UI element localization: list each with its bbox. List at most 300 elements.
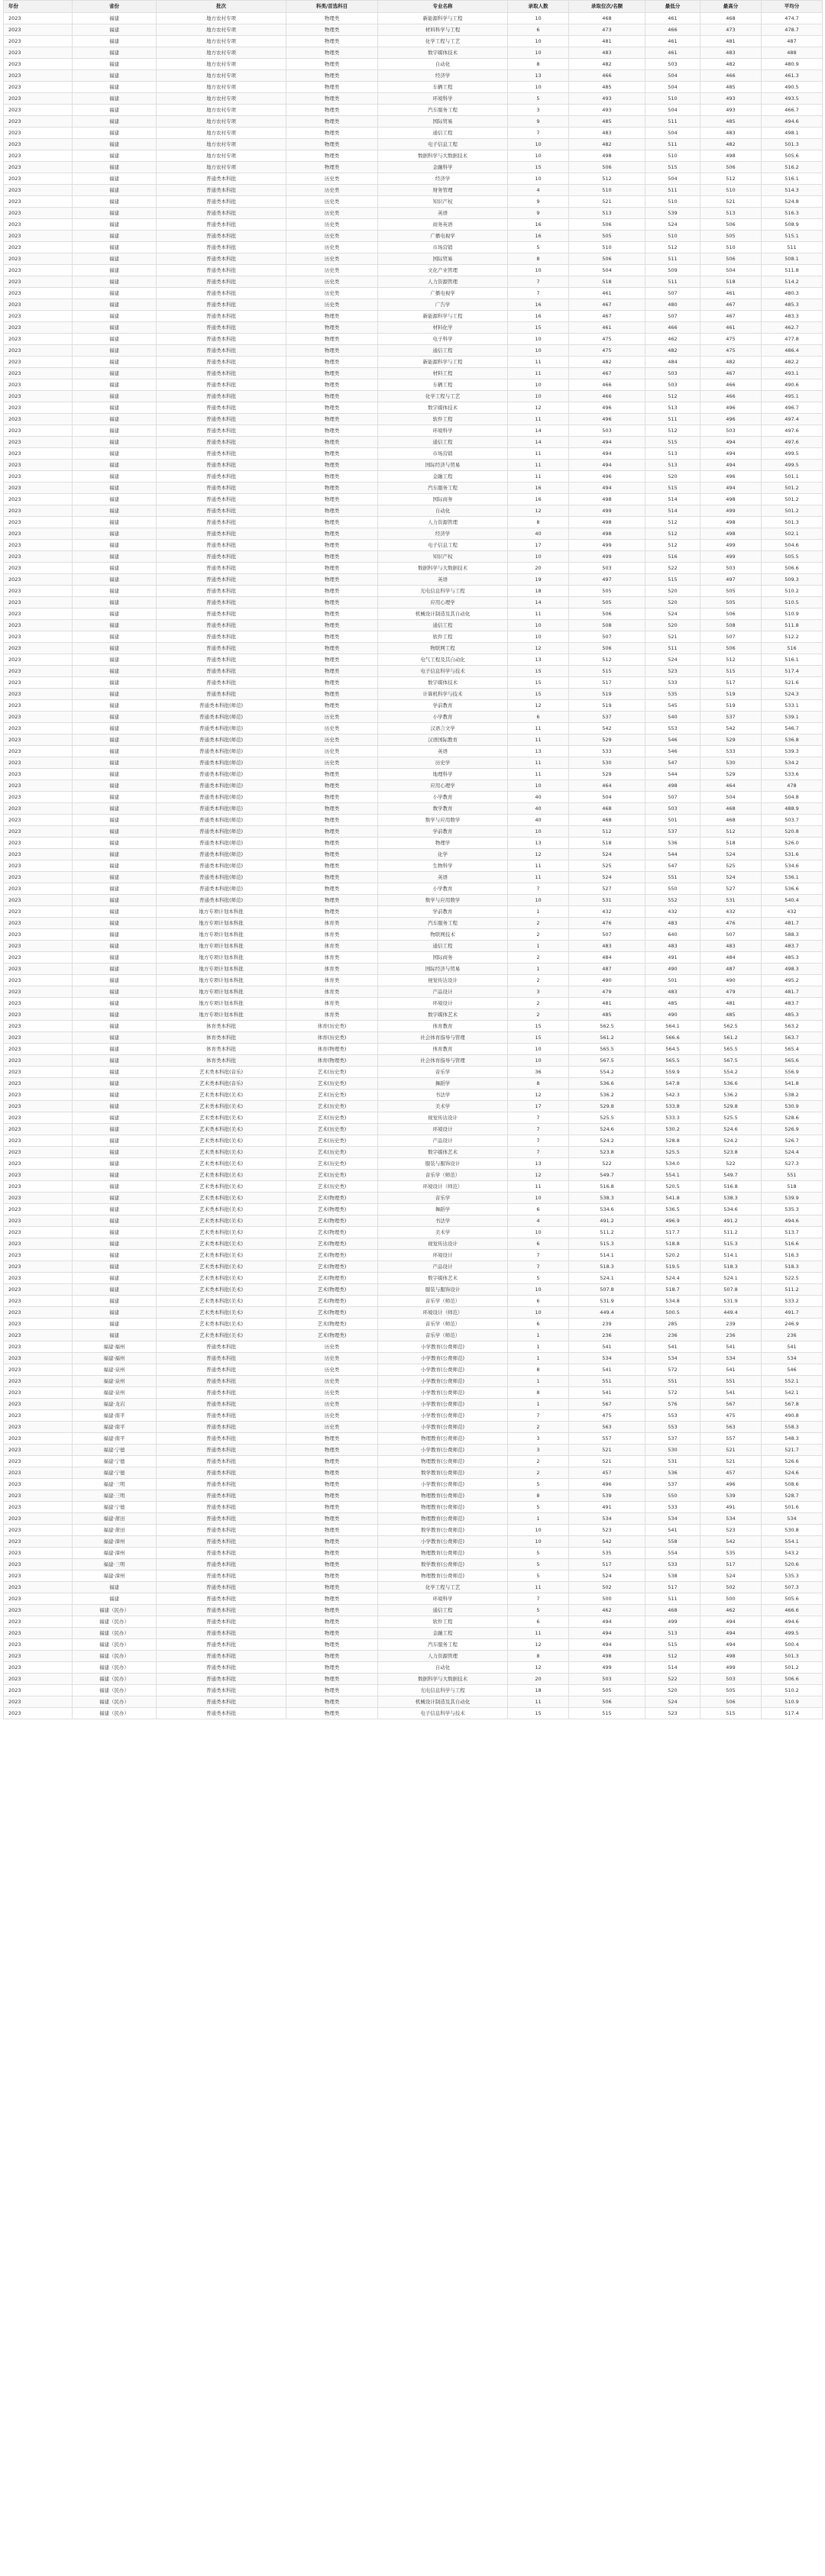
table-row <box>4 1605 823 1616</box>
batch-cell: 普通类本科批(师范) <box>157 826 286 838</box>
province-cell: 福建 <box>73 1158 157 1170</box>
rank-cell: 523.8 <box>569 1147 645 1158</box>
max-score-cell: 494 <box>700 1628 762 1639</box>
year-cell: 2023 <box>4 998 73 1009</box>
table-row <box>4 838 823 849</box>
admitted-count-cell: 10 <box>508 379 569 391</box>
max-score-cell: 530 <box>700 757 762 769</box>
province-cell: 福建（民办） <box>73 1708 157 1719</box>
batch-cell: 艺术类本科批(美术) <box>157 1170 286 1181</box>
admitted-count-cell: 13 <box>508 838 569 849</box>
major-cell: 美术学 <box>378 1101 508 1112</box>
admitted-count-cell: 5 <box>508 1559 569 1570</box>
table-row <box>4 872 823 883</box>
table-row <box>4 860 823 872</box>
major-cell: 音乐学（师范） <box>378 1330 508 1341</box>
subject-type-cell: 历史类 <box>286 712 378 723</box>
batch-cell: 地方专项计划本科批 <box>157 929 286 941</box>
subject-type-cell: 物理类 <box>286 1490 378 1502</box>
avg-score-cell: 501.6 <box>762 1502 823 1513</box>
batch-cell: 体育类本科批 <box>157 1044 286 1055</box>
province-cell: 福建 <box>73 757 157 769</box>
subject-type-cell: 物理类 <box>286 586 378 597</box>
rank-cell: 561.2 <box>569 1032 645 1044</box>
year-cell: 2023 <box>4 47 73 59</box>
min-score-cell: 565.5 <box>645 1055 700 1067</box>
rank-cell: 507 <box>569 929 645 941</box>
admitted-count-cell: 15 <box>508 322 569 334</box>
province-cell: 福建 <box>73 311 157 322</box>
column-header-admitted-count: 录取人数 <box>508 1 569 13</box>
min-score-cell: 576 <box>645 1399 700 1410</box>
table-row <box>4 1502 823 1513</box>
rank-cell: 554.2 <box>569 1067 645 1078</box>
major-cell: 化学工程与工艺 <box>378 391 508 402</box>
batch-cell: 普通类本科批(师范) <box>157 700 286 712</box>
major-cell: 市场营销 <box>378 448 508 460</box>
rank-cell: 541 <box>569 1364 645 1376</box>
province-cell: 福建 <box>73 895 157 906</box>
year-cell: 2023 <box>4 368 73 379</box>
table-row <box>4 1307 823 1319</box>
province-cell: 福建 <box>73 1021 157 1032</box>
province-cell: 福建（民办） <box>73 1696 157 1708</box>
min-score-cell: 536.5 <box>645 1204 700 1215</box>
table-row <box>4 448 823 460</box>
admitted-count-cell: 2 <box>508 998 569 1009</box>
batch-cell: 艺术类本科批(美术) <box>157 1227 286 1238</box>
batch-cell: 艺术类本科批(美术) <box>157 1101 286 1112</box>
subject-type-cell: 物理类 <box>286 563 378 574</box>
avg-score-cell: 499.5 <box>762 448 823 460</box>
min-score-cell: 536 <box>645 1467 700 1479</box>
major-cell: 环境科学 <box>378 1593 508 1605</box>
rank-cell: 562.5 <box>569 1021 645 1032</box>
province-cell: 福建·莆田 <box>73 1525 157 1536</box>
max-score-cell: 525.5 <box>700 1112 762 1124</box>
admitted-count-cell: 5 <box>508 1502 569 1513</box>
avg-score-cell: 526.6 <box>762 1456 823 1467</box>
max-score-cell: 521 <box>700 1445 762 1456</box>
avg-score-cell: 521.6 <box>762 677 823 689</box>
subject-type-cell: 历史类 <box>286 208 378 219</box>
rank-cell: 494 <box>569 448 645 460</box>
rank-cell: 485 <box>569 82 645 93</box>
max-score-cell: 519 <box>700 700 762 712</box>
avg-score-cell: 542.1 <box>762 1387 823 1399</box>
rank-cell: 524.2 <box>569 1135 645 1147</box>
min-score-cell: 462 <box>645 334 700 345</box>
batch-cell: 普通类本科批 <box>157 219 286 231</box>
batch-cell: 普通类本科批(师范) <box>157 803 286 815</box>
major-cell: 美术学 <box>378 1227 508 1238</box>
min-score-cell: 511 <box>645 643 700 654</box>
subject-type-cell: 艺术(物理类) <box>286 1330 378 1341</box>
avg-score-cell: 504.6 <box>762 540 823 551</box>
min-score-cell: 541 <box>645 1341 700 1353</box>
year-cell: 2023 <box>4 139 73 150</box>
rank-cell: 524 <box>569 1570 645 1582</box>
max-score-cell: 514.1 <box>700 1250 762 1261</box>
batch-cell: 体育类本科批 <box>157 1055 286 1067</box>
major-cell: 历史学 <box>378 757 508 769</box>
table-row <box>4 1250 823 1261</box>
max-score-cell: 475 <box>700 1410 762 1422</box>
table-row <box>4 769 823 780</box>
rank-cell: 557 <box>569 1433 645 1445</box>
avg-score-cell: 493.1 <box>762 368 823 379</box>
admitted-count-cell: 7 <box>508 288 569 299</box>
max-score-cell: 236 <box>700 1330 762 1341</box>
max-score-cell: 517 <box>700 1559 762 1570</box>
subject-type-cell: 物理类 <box>286 139 378 150</box>
major-cell: 服装与服饰设计 <box>378 1284 508 1296</box>
avg-score-cell: 516.2 <box>762 162 823 173</box>
batch-cell: 普通类本科批 <box>157 494 286 505</box>
rank-cell: 468 <box>569 13 645 24</box>
major-cell: 社会体育指导与管理 <box>378 1032 508 1044</box>
year-cell: 2023 <box>4 1593 73 1605</box>
rank-cell: 567.5 <box>569 1055 645 1067</box>
subject-type-cell: 物理类 <box>286 895 378 906</box>
major-cell: 视觉传达设计 <box>378 1112 508 1124</box>
avg-score-cell: 490.6 <box>762 379 823 391</box>
province-cell: 福建 <box>73 368 157 379</box>
table-row <box>4 815 823 826</box>
major-cell: 自动化 <box>378 59 508 70</box>
avg-score-cell: 534 <box>762 1513 823 1525</box>
table-row <box>4 780 823 792</box>
table-row <box>4 1559 823 1570</box>
subject-type-cell: 物理类 <box>286 528 378 540</box>
major-cell: 通信工程 <box>378 620 508 631</box>
admitted-count-cell: 11 <box>508 448 569 460</box>
subject-type-cell: 物理类 <box>286 82 378 93</box>
avg-score-cell: 518 <box>762 1181 823 1193</box>
max-score-cell: 524 <box>700 1570 762 1582</box>
province-cell: 福建 <box>73 36 157 47</box>
table-row <box>4 528 823 540</box>
min-score-cell: 537 <box>645 1433 700 1445</box>
avg-score-cell: 516.1 <box>762 173 823 185</box>
batch-cell: 艺术类本科批(美术) <box>157 1238 286 1250</box>
admitted-count-cell: 7 <box>508 1147 569 1158</box>
min-score-cell: 572 <box>645 1364 700 1376</box>
admitted-count-cell: 10 <box>508 1193 569 1204</box>
table-row <box>4 1376 823 1387</box>
batch-cell: 地方农村专项 <box>157 13 286 24</box>
major-cell: 化学工程与工艺 <box>378 36 508 47</box>
major-cell: 物联网技术 <box>378 929 508 941</box>
batch-cell: 普通类本科批 <box>157 1570 286 1582</box>
min-score-cell: 520 <box>645 620 700 631</box>
max-score-cell: 506 <box>700 608 762 620</box>
major-cell: 数学与应用数学 <box>378 815 508 826</box>
major-cell: 小学教育(公费师范) <box>378 1479 508 1490</box>
table-row <box>4 345 823 357</box>
table-row <box>4 723 823 734</box>
subject-type-cell: 艺术(历史类) <box>286 1124 378 1135</box>
year-cell: 2023 <box>4 322 73 334</box>
table-row <box>4 540 823 551</box>
admitted-count-cell: 12 <box>508 849 569 860</box>
subject-type-cell: 艺术(物理类) <box>286 1227 378 1238</box>
max-score-cell: 518 <box>700 838 762 849</box>
rank-cell: 497 <box>569 574 645 586</box>
province-cell: 福建 <box>73 780 157 792</box>
rank-cell: 496 <box>569 471 645 483</box>
year-cell: 2023 <box>4 437 73 448</box>
avg-score-cell: 538.2 <box>762 1089 823 1101</box>
year-cell: 2023 <box>4 631 73 643</box>
batch-cell: 艺术类本科批(美术) <box>157 1158 286 1170</box>
avg-score-cell: 517.4 <box>762 1708 823 1719</box>
province-cell: 福建 <box>73 93 157 105</box>
rank-cell: 506 <box>569 253 645 265</box>
rank-cell: 475 <box>569 1410 645 1422</box>
admitted-count-cell: 7 <box>508 128 569 139</box>
min-score-cell: 483 <box>645 986 700 998</box>
min-score-cell: 520 <box>645 471 700 483</box>
major-cell: 学前教育 <box>378 700 508 712</box>
major-cell: 车辆工程 <box>378 82 508 93</box>
major-cell: 应用心理学 <box>378 780 508 792</box>
table-row <box>4 643 823 654</box>
max-score-cell: 510 <box>700 185 762 196</box>
province-cell: 福建·南平 <box>73 1433 157 1445</box>
avg-score-cell: 543.2 <box>762 1548 823 1559</box>
max-score-cell: 508 <box>700 620 762 631</box>
rank-cell: 482 <box>569 357 645 368</box>
rank-cell: 542 <box>569 1536 645 1548</box>
major-cell: 车辆工程 <box>378 379 508 391</box>
year-cell: 2023 <box>4 288 73 299</box>
max-score-cell: 482 <box>700 357 762 368</box>
subject-type-cell: 历史类 <box>286 231 378 242</box>
year-cell: 2023 <box>4 826 73 838</box>
max-score-cell: 483 <box>700 941 762 952</box>
subject-type-cell: 艺术(历史类) <box>286 1147 378 1158</box>
admitted-count-cell: 12 <box>508 1170 569 1181</box>
min-score-cell: 546 <box>645 746 700 757</box>
min-score-cell: 533 <box>645 1502 700 1513</box>
avg-score-cell: 495.1 <box>762 391 823 402</box>
avg-score-cell: 504.8 <box>762 792 823 803</box>
major-cell: 通信工程 <box>378 128 508 139</box>
max-score-cell: 505 <box>700 1685 762 1696</box>
min-score-cell: 516 <box>645 551 700 563</box>
min-score-cell: 540 <box>645 712 700 723</box>
year-cell: 2023 <box>4 677 73 689</box>
subject-type-cell: 艺术(物理类) <box>286 1250 378 1261</box>
max-score-cell: 507.8 <box>700 1284 762 1296</box>
subject-type-cell: 物理类 <box>286 838 378 849</box>
rank-cell: 494 <box>569 1628 645 1639</box>
year-cell: 2023 <box>4 311 73 322</box>
table-row <box>4 334 823 345</box>
admitted-count-cell: 12 <box>508 1639 569 1651</box>
min-score-cell: 501 <box>645 975 700 986</box>
subject-type-cell: 物理类 <box>286 368 378 379</box>
table-row <box>4 712 823 723</box>
major-cell: 金融工程 <box>378 471 508 483</box>
province-cell: 福建 <box>73 563 157 574</box>
table-row <box>4 1445 823 1456</box>
subject-type-cell: 物理类 <box>286 803 378 815</box>
avg-score-cell: 497.6 <box>762 437 823 448</box>
major-cell: 音乐学 <box>378 1067 508 1078</box>
min-score-cell: 485 <box>645 998 700 1009</box>
year-cell: 2023 <box>4 379 73 391</box>
major-cell: 国际经济与贸易 <box>378 964 508 975</box>
avg-score-cell: 515.1 <box>762 231 823 242</box>
max-score-cell: 483 <box>700 128 762 139</box>
province-cell: 福建 <box>73 677 157 689</box>
table-row <box>4 746 823 757</box>
table-row <box>4 1032 823 1044</box>
batch-cell: 普通类本科批 <box>157 631 286 643</box>
admitted-count-cell: 10 <box>508 345 569 357</box>
avg-score-cell: 501.3 <box>762 1651 823 1662</box>
year-cell: 2023 <box>4 59 73 70</box>
year-cell: 2023 <box>4 1227 73 1238</box>
admitted-count-cell: 11 <box>508 460 569 471</box>
year-cell: 2023 <box>4 196 73 208</box>
year-cell: 2023 <box>4 253 73 265</box>
max-score-cell: 461 <box>700 322 762 334</box>
min-score-cell: 546 <box>645 734 700 746</box>
rank-cell: 479 <box>569 986 645 998</box>
province-cell: 福建 <box>73 666 157 677</box>
rank-cell: 506 <box>569 1696 645 1708</box>
avg-score-cell: 522.5 <box>762 1273 823 1284</box>
column-header-min-score: 最低分 <box>645 1 700 13</box>
table-row <box>4 208 823 219</box>
rank-cell: 462 <box>569 1605 645 1616</box>
table-row <box>4 574 823 586</box>
province-cell: 福建 <box>73 1147 157 1158</box>
year-cell: 2023 <box>4 483 73 494</box>
batch-cell: 普通类本科批 <box>157 1559 286 1570</box>
admitted-count-cell: 1 <box>508 1341 569 1353</box>
major-cell: 物理学 <box>378 838 508 849</box>
batch-cell: 地方农村专项 <box>157 105 286 116</box>
batch-cell: 普通类本科批 <box>157 1685 286 1696</box>
major-cell: 社会体育指导与管理 <box>378 1055 508 1067</box>
batch-cell: 艺术类本科批(美术) <box>157 1215 286 1227</box>
major-cell: 音乐学（师范） <box>378 1170 508 1181</box>
subject-type-cell: 艺术(历史类) <box>286 1089 378 1101</box>
admitted-count-cell: 9 <box>508 208 569 219</box>
table-row <box>4 964 823 975</box>
subject-type-cell: 物理类 <box>286 1513 378 1525</box>
min-score-cell: 521 <box>645 631 700 643</box>
year-cell: 2023 <box>4 173 73 185</box>
admitted-count-cell: 6 <box>508 1616 569 1628</box>
batch-cell: 普通类本科批 <box>157 1662 286 1674</box>
max-score-cell: 521 <box>700 1456 762 1467</box>
admitted-count-cell: 11 <box>508 471 569 483</box>
batch-cell: 艺术类本科批(美术) <box>157 1181 286 1193</box>
admitted-count-cell: 10 <box>508 391 569 402</box>
max-score-cell: 499 <box>700 1662 762 1674</box>
table-row <box>4 1238 823 1250</box>
year-cell: 2023 <box>4 128 73 139</box>
major-cell: 小学教育(公费师范) <box>378 1341 508 1353</box>
major-cell: 汽车服务工程 <box>378 483 508 494</box>
province-cell: 福建·三明 <box>73 1479 157 1490</box>
year-cell: 2023 <box>4 357 73 368</box>
table-row <box>4 139 823 150</box>
min-score-cell: 534 <box>645 1513 700 1525</box>
avg-score-cell: 501.2 <box>762 505 823 517</box>
rank-cell: 498 <box>569 150 645 162</box>
rank-cell: 503 <box>569 1674 645 1685</box>
rank-cell: 484 <box>569 952 645 964</box>
province-cell: 福建 <box>73 1250 157 1261</box>
avg-score-cell: 505.6 <box>762 150 823 162</box>
major-cell: 数据科学与大数据技术 <box>378 563 508 574</box>
table-row <box>4 162 823 173</box>
min-score-cell: 519.5 <box>645 1261 700 1273</box>
max-score-cell: 513 <box>700 208 762 219</box>
min-score-cell: 539 <box>645 208 700 219</box>
subject-type-cell: 物理类 <box>286 540 378 551</box>
max-score-cell: 506 <box>700 162 762 173</box>
admitted-count-cell: 10 <box>508 1284 569 1296</box>
batch-cell: 普通类本科批 <box>157 1513 286 1525</box>
table-row <box>4 906 823 918</box>
subject-type-cell: 物理类 <box>286 483 378 494</box>
max-score-cell: 515 <box>700 1708 762 1719</box>
batch-cell: 普通类本科批 <box>157 1616 286 1628</box>
province-cell: 福建·漳州 <box>73 1536 157 1548</box>
table-row <box>4 757 823 769</box>
year-cell: 2023 <box>4 849 73 860</box>
batch-cell: 普通类本科批 <box>157 689 286 700</box>
major-cell: 电子信息工程 <box>378 139 508 150</box>
year-cell: 2023 <box>4 1078 73 1089</box>
avg-score-cell: 478 <box>762 780 823 792</box>
max-score-cell: 503 <box>700 1674 762 1685</box>
province-cell: 福建·莆田 <box>73 1513 157 1525</box>
major-cell: 小学教育(公费师范) <box>378 1364 508 1376</box>
rank-cell: 535 <box>569 1548 645 1559</box>
table-row <box>4 1078 823 1089</box>
admitted-count-cell: 7 <box>508 1250 569 1261</box>
admitted-count-cell: 1 <box>508 1376 569 1387</box>
subject-type-cell: 物理类 <box>286 1685 378 1696</box>
batch-cell: 艺术类本科批(美术) <box>157 1319 286 1330</box>
rank-cell: 529 <box>569 734 645 746</box>
max-score-cell: 521 <box>700 196 762 208</box>
subject-type-cell: 物理类 <box>286 425 378 437</box>
rank-cell: 494 <box>569 437 645 448</box>
rank-cell: 236 <box>569 1330 645 1341</box>
major-cell: 小学教育(公费师范) <box>378 1536 508 1548</box>
table-row <box>4 734 823 746</box>
table-row <box>4 1341 823 1353</box>
table-row <box>4 608 823 620</box>
province-cell: 福建 <box>73 357 157 368</box>
min-score-cell: 482 <box>645 345 700 357</box>
avg-score-cell: 546.7 <box>762 723 823 734</box>
admitted-count-cell: 10 <box>508 1055 569 1067</box>
max-score-cell: 507 <box>700 631 762 643</box>
table-row <box>4 631 823 643</box>
major-cell: 数据科学与大数据技术 <box>378 1674 508 1685</box>
batch-cell: 普通类本科批 <box>157 643 286 654</box>
